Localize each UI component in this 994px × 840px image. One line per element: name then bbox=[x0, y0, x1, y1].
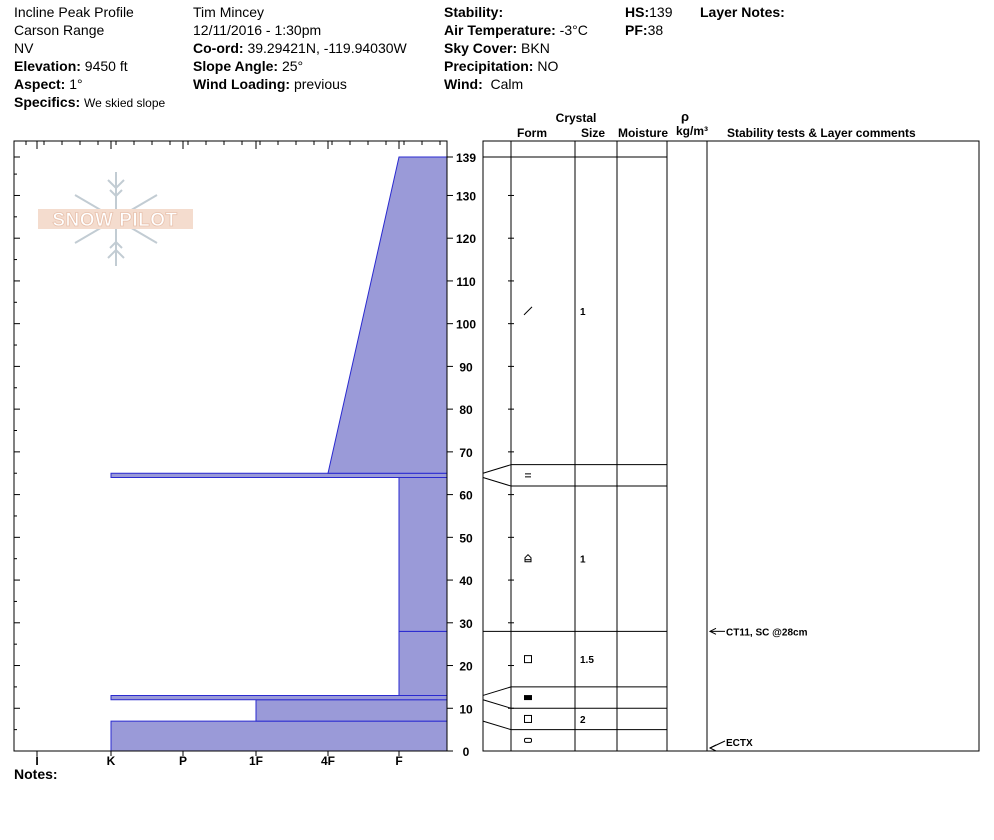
hardness-label-I: I bbox=[35, 754, 39, 768]
hardness-layer-3 bbox=[399, 631, 447, 695]
ice-icon bbox=[524, 695, 532, 700]
aspect-value: 1° bbox=[69, 76, 83, 92]
wind-label: Wind: bbox=[444, 76, 483, 92]
specifics-label: Specifics: bbox=[14, 94, 81, 110]
header-moisture: Moisture bbox=[617, 126, 669, 140]
height-label-30: 30 bbox=[459, 616, 473, 631]
elevation-value: 9450 ft bbox=[84, 58, 128, 74]
height-label-20: 20 bbox=[459, 659, 473, 674]
height-label-130: 130 bbox=[455, 189, 477, 204]
layer-size-3: 1.5 bbox=[580, 655, 594, 667]
hs-value: 139 bbox=[649, 4, 673, 20]
snowpilot-logo bbox=[38, 172, 193, 266]
melt-freeze-icon bbox=[525, 738, 532, 742]
profile-title: Incline Peak Profile bbox=[14, 4, 134, 20]
hardness-layer-2 bbox=[111, 695, 447, 699]
melt-freeze-shape bbox=[525, 738, 532, 742]
layer-connector-7 bbox=[483, 721, 511, 730]
precip-value: NO bbox=[537, 58, 559, 74]
stability-tests bbox=[710, 627, 808, 751]
faceted-square bbox=[525, 656, 532, 663]
elevation-label: Elevation: bbox=[14, 58, 81, 74]
height-label-0: 0 bbox=[462, 745, 470, 759]
height-label-100: 100 bbox=[455, 317, 477, 332]
observer-name: Tim Mincey bbox=[193, 4, 265, 20]
faceted-icon bbox=[525, 715, 532, 722]
depth-hoar-shape bbox=[525, 555, 531, 562]
stability-test-0: CT11, SC @28cm bbox=[726, 627, 808, 639]
layer-connector-13 bbox=[483, 687, 511, 696]
hardness-label-F: F bbox=[395, 754, 403, 768]
height-label-10: 10 bbox=[459, 702, 473, 717]
hardness-label-K: K bbox=[106, 754, 116, 768]
height-label-70: 70 bbox=[459, 445, 473, 460]
header-size: Size bbox=[580, 126, 606, 140]
layer-table-border bbox=[483, 141, 979, 751]
air-temp-value: -3°C bbox=[559, 22, 588, 38]
header-density: kg/m³ bbox=[675, 124, 709, 138]
header-form: Form bbox=[517, 126, 547, 140]
hardness-layer-6 bbox=[328, 157, 447, 473]
height-label-40: 40 bbox=[459, 574, 473, 589]
height-label-80: 80 bbox=[459, 403, 473, 418]
slope-value: 25° bbox=[281, 58, 304, 74]
layer-size-1: 2 bbox=[580, 714, 586, 726]
layer-size-4: 1 bbox=[580, 554, 586, 566]
coord-label: Co-ord: bbox=[193, 40, 244, 56]
hardness-profile bbox=[111, 157, 447, 751]
height-label-139: 139 bbox=[455, 151, 477, 165]
air-temp-label: Air Temperature: bbox=[444, 22, 556, 38]
height-label-60: 60 bbox=[459, 488, 473, 503]
hardness-layer-1 bbox=[256, 700, 447, 721]
height-label-50: 50 bbox=[459, 531, 473, 546]
hardness-label-P: P bbox=[178, 754, 188, 768]
layer-table bbox=[483, 109, 979, 751]
observation-datetime: 12/11/2016 - 1:30pm bbox=[193, 22, 322, 38]
faceted-icon bbox=[525, 656, 532, 663]
depth-hoar-icon bbox=[525, 555, 531, 562]
height-label-120: 120 bbox=[455, 232, 477, 247]
stability-arrowhead-1 bbox=[710, 745, 716, 751]
layer-connector-12 bbox=[483, 700, 511, 709]
stability-test-1: ECTX bbox=[726, 738, 753, 749]
hardness-layer-5 bbox=[111, 473, 447, 477]
state-name: NV bbox=[14, 40, 34, 56]
wind-loading-value: previous bbox=[293, 76, 347, 92]
height-label-90: 90 bbox=[459, 360, 473, 375]
faceted-square bbox=[525, 715, 532, 722]
range-name: Carson Range bbox=[14, 22, 105, 38]
precip-particle-icon bbox=[524, 307, 532, 315]
precip-particle-stroke bbox=[524, 307, 532, 315]
ice-bar bbox=[524, 695, 532, 700]
layer-notes-label: Layer Notes: bbox=[700, 4, 785, 20]
height-label-110: 110 bbox=[456, 274, 476, 289]
hardness-label-1F: 1F bbox=[248, 754, 264, 768]
wind-loading-label: Wind Loading: bbox=[193, 76, 291, 92]
header-rho: ρ bbox=[680, 109, 690, 124]
hs-label: HS: bbox=[625, 4, 650, 20]
header-crystal: Crystal bbox=[555, 111, 597, 125]
sky-value: BKN bbox=[521, 40, 550, 56]
hardness-layer-4 bbox=[399, 478, 447, 632]
wind-value: Calm bbox=[490, 76, 524, 92]
surface-hoar-icon bbox=[525, 474, 531, 477]
precip-label: Precipitation: bbox=[444, 58, 534, 74]
coord-value: 39.29421N, -119.94030W bbox=[247, 40, 407, 56]
layer-connector-65 bbox=[483, 465, 511, 474]
aspect-label: Aspect: bbox=[14, 76, 66, 92]
pf-label: PF: bbox=[625, 22, 648, 38]
stability-label: Stability: bbox=[444, 4, 504, 20]
notes-label: Notes: bbox=[14, 766, 58, 782]
logo-text: SNOW PILOT bbox=[52, 210, 178, 231]
layer-connector-64 bbox=[483, 478, 511, 487]
hardness-label-4F: 4F bbox=[320, 754, 336, 768]
slope-label: Slope Angle: bbox=[193, 58, 279, 74]
sky-label: Sky Cover: bbox=[444, 40, 518, 56]
specifics-value: We skied slope bbox=[84, 96, 166, 110]
header-stability-comments: Stability tests & Layer comments bbox=[727, 126, 916, 140]
hardness-layer-0 bbox=[111, 721, 447, 751]
layer-size-6: 1 bbox=[580, 306, 586, 318]
pf-value: 38 bbox=[647, 22, 664, 38]
